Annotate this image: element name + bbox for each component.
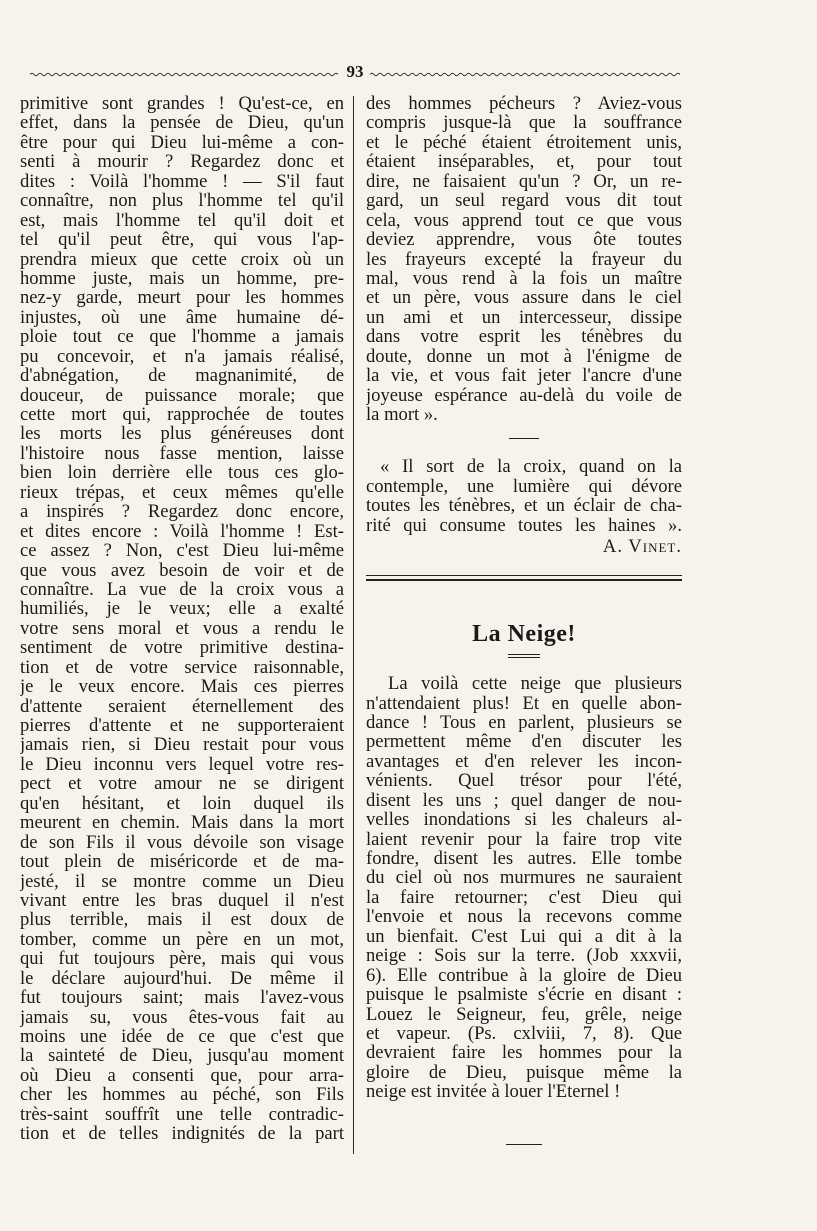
text-line: de son Fils il vous dévoile son visage bbox=[20, 832, 344, 853]
page-header bbox=[30, 62, 680, 86]
text-line: laient revenir pour la faire trop vite bbox=[366, 829, 682, 850]
text-line: rieux trépas, et ceux mêmes qu'elle bbox=[20, 482, 344, 503]
text-line: toutes les ténèbres, et un éclair de cha- bbox=[366, 496, 682, 516]
text-line: où Dieu a consenti que, pour arra- bbox=[20, 1065, 344, 1086]
text-line: moins une idée de ce que c'est que bbox=[20, 1027, 344, 1047]
text-line: vénients. Quel trésor pour l'été, bbox=[366, 771, 682, 791]
text-line: d'attente seraient éternellement des bbox=[20, 696, 344, 716]
text-line: du ciel où nos murmures ne sauraient bbox=[366, 868, 682, 888]
text-line: jamais rien, si Dieu restait pour vous bbox=[20, 735, 344, 755]
text-line: fondre, disent les autres. Elle tombe bbox=[366, 849, 682, 869]
text-line: les frayeurs excepté la frayeur du bbox=[366, 249, 682, 269]
text-line: un bienfait. C'est Lui qui a dit à la bbox=[366, 926, 682, 947]
text-line: pu concevoir, et n'a jamais réalisé, bbox=[20, 346, 344, 367]
text-line: jesté, il se montre comme un Dieu bbox=[20, 871, 344, 891]
text-line: injustes, où une âme humaine dé- bbox=[20, 307, 344, 328]
text-line: disent les uns ; quel danger de nou- bbox=[366, 790, 682, 811]
text-line: permettent même d'en discuter les bbox=[366, 732, 682, 752]
section-separator bbox=[509, 438, 539, 439]
article-title: La Neige! bbox=[472, 620, 576, 647]
text-line: primitive sont grandes ! Qu'est-ce, en bbox=[20, 94, 344, 114]
text-line: un ami et un intercesseur, dissipe bbox=[366, 307, 682, 328]
text-line: le déclare aujourd'hui. De même il bbox=[20, 968, 344, 989]
text-line: joyeuse espérance au-delà du voile de bbox=[366, 385, 682, 405]
text-line: dire, ne faisaient qu'un ? Or, un re- bbox=[366, 171, 682, 192]
text-line: pierres d'attente et ne supporteraient bbox=[20, 716, 344, 736]
text-line: senti à mourir ? Regardez donc et bbox=[20, 152, 344, 172]
text-line: cette mort qui, rapprochée de toutes bbox=[20, 405, 344, 425]
text-line: tion et de votre service raisonnable, bbox=[20, 657, 344, 678]
text-line: homme juste, mais un homme, pre- bbox=[20, 268, 344, 289]
text-line: rité qui consume toutes les haines ». bbox=[366, 515, 682, 536]
text-line: fut toujours saint; mais l'avez-vous bbox=[20, 988, 344, 1008]
text-line: tel qu'il peut être, qui vous l'ap- bbox=[20, 230, 344, 250]
text-line: avantages et d'en relever les incon- bbox=[366, 751, 682, 772]
text-line: « Il sort de la croix, quand on la bbox=[380, 457, 682, 477]
quote-block bbox=[366, 457, 682, 535]
text-line: deviez apprendre, vous ôte toutes bbox=[366, 230, 682, 250]
text-line: gloire de Dieu, puisque même la bbox=[366, 1062, 682, 1083]
text-line: cela, vous apprend tout ce que vous bbox=[366, 210, 682, 231]
text-line: connaître, non plus l'homme tel qu'il bbox=[20, 191, 344, 211]
text-line: sentiment de votre primitive destina- bbox=[20, 638, 344, 658]
text-line: connaître. La vue de la croix vous a bbox=[20, 579, 344, 600]
wavy-rule-left bbox=[30, 72, 338, 77]
text-line: pect et votre amour ne se dirigent bbox=[20, 774, 344, 794]
left-column bbox=[20, 94, 344, 1144]
text-line: ploie tout ce que l'homme a jamais bbox=[20, 327, 344, 347]
text-line: vivant entre les bras duquel il n'est bbox=[20, 890, 344, 911]
text-line: cher les hommes au péché, son Fils bbox=[20, 1085, 344, 1105]
text-line: tomber, comme un père en un mot, bbox=[20, 929, 344, 950]
text-line: qui fut toujours père, mais qui vous bbox=[20, 949, 344, 969]
text-line: d'abnégation, de magnanimité, de bbox=[20, 366, 344, 386]
text-line: dance ! Tous en parlent, plusieurs se bbox=[366, 712, 682, 733]
right-column bbox=[366, 94, 682, 1145]
text-line: humiliés, je le veux; elle a exalté bbox=[20, 599, 344, 619]
text-line: le Dieu inconnu vers lequel votre res- bbox=[20, 754, 344, 775]
text-line: meurent en chemin. Mais dans la mort bbox=[20, 813, 344, 833]
title-separator bbox=[508, 654, 540, 658]
body-text-continued-right bbox=[366, 94, 682, 424]
text-line: dans votre esprit les ténèbres du bbox=[366, 327, 682, 347]
text-line: neige : Sois sur la terre. (Job xxxvii, bbox=[366, 946, 682, 966]
text-line: mal, vous rend à la fois un maître bbox=[366, 268, 682, 289]
text-line: et dites encore : Voilà l'homme ! Est- bbox=[20, 521, 344, 542]
text-line: la faire retourner; c'est Dieu qui bbox=[366, 887, 682, 908]
text-line: que vous avez besoin de voir et de bbox=[20, 560, 344, 580]
double-rule-divider bbox=[366, 575, 682, 581]
text-line: contemple, une lumière qui dévore bbox=[366, 476, 682, 497]
text-line: prendra mieux que cette croix où un bbox=[20, 249, 344, 269]
text-line: bien loin derrière elle tous ces glo- bbox=[20, 463, 344, 483]
text-line: 6). Elle contribue à la gloire de Dieu bbox=[366, 965, 682, 986]
text-line: la mort ». bbox=[366, 405, 438, 425]
text-line: nez-y garde, meurt pour les hommes bbox=[20, 288, 344, 308]
text-line: neige est invitée à louer l'Eternel ! bbox=[366, 1082, 621, 1102]
text-line: doute, donne un mot à l'énigme de bbox=[366, 346, 682, 367]
text-line: puisque le psalmiste s'écrie en disant : bbox=[366, 985, 682, 1005]
end-separator bbox=[506, 1144, 542, 1145]
text-line: l'histoire nous fasse mention, laisse bbox=[20, 443, 344, 464]
page-number: 93 bbox=[346, 62, 364, 81]
text-line: des hommes pécheurs ? Aviez-vous bbox=[366, 94, 682, 114]
article-body bbox=[366, 674, 682, 1102]
text-line: Louez le Seigneur, feu, grêle, neige bbox=[366, 1004, 682, 1024]
text-line: les morts les plus généreuses dont bbox=[20, 424, 344, 444]
text-line: La voilà cette neige que plusieurs bbox=[388, 674, 682, 694]
text-line: douceur, de puissance morale; que bbox=[20, 385, 344, 405]
text-line: et le péché étaient étroitement unis, bbox=[366, 132, 682, 153]
text-line: jamais su, vous êtes-vous fait au bbox=[20, 1007, 344, 1027]
text-line: plus terrible, mais il est doux de bbox=[20, 910, 344, 930]
text-line: velles inondations si les chaleurs al- bbox=[366, 810, 682, 830]
text-line: la vie, et vous fait jeter l'ancre d'une bbox=[366, 366, 682, 386]
text-line: très-saint souffrît une telle contradic- bbox=[20, 1104, 344, 1125]
text-line: compris jusque-là que la souffrance bbox=[366, 113, 682, 133]
text-line: être pour qui Dieu lui-même a con- bbox=[20, 132, 344, 153]
text-line: a inspirés ? Regardez donc encore, bbox=[20, 502, 344, 522]
quote-author: A. Vinet. bbox=[602, 536, 682, 558]
text-line: je le veux encore. Mais ces pierres bbox=[20, 677, 344, 697]
text-line: étaient inséparables, et, pour tout bbox=[366, 152, 682, 172]
text-line: et un père, vous assure dans le ciel bbox=[366, 288, 682, 308]
text-line: gard, un seul regard vous dit tout bbox=[366, 191, 682, 211]
text-line: n'attendaient plus! Et en quelle abon- bbox=[366, 693, 682, 713]
text-line: dites : Voilà l'homme ! — S'il faut bbox=[20, 171, 344, 192]
column-divider bbox=[353, 96, 354, 1154]
text-line: la sainteté de Dieu, jusqu'au moment bbox=[20, 1046, 344, 1066]
text-line: votre sens moral et vous a rendu le bbox=[20, 618, 344, 639]
text-line: est, mais l'homme tel qu'il doit et bbox=[20, 210, 344, 231]
text-line: et vapeur. (Ps. cxlviii, 7, 8). Que bbox=[366, 1023, 682, 1044]
text-line: tion et de telles indignités de la part bbox=[20, 1124, 344, 1144]
text-line: qu'en hésitant, et loin duquel ils bbox=[20, 793, 344, 814]
text-line: l'envoie et nous la recevons comme bbox=[366, 907, 682, 927]
text-line: devraient faire les hommes pour la bbox=[366, 1043, 682, 1063]
body-text-continued bbox=[20, 94, 344, 1144]
wavy-rule-right bbox=[370, 72, 680, 77]
text-line: tout plein de miséricorde et de ma- bbox=[20, 852, 344, 872]
text-line: ce assez ? Non, c'est Dieu lui-même bbox=[20, 541, 344, 561]
text-line: effet, dans la pensée de Dieu, qu'un bbox=[20, 113, 344, 133]
